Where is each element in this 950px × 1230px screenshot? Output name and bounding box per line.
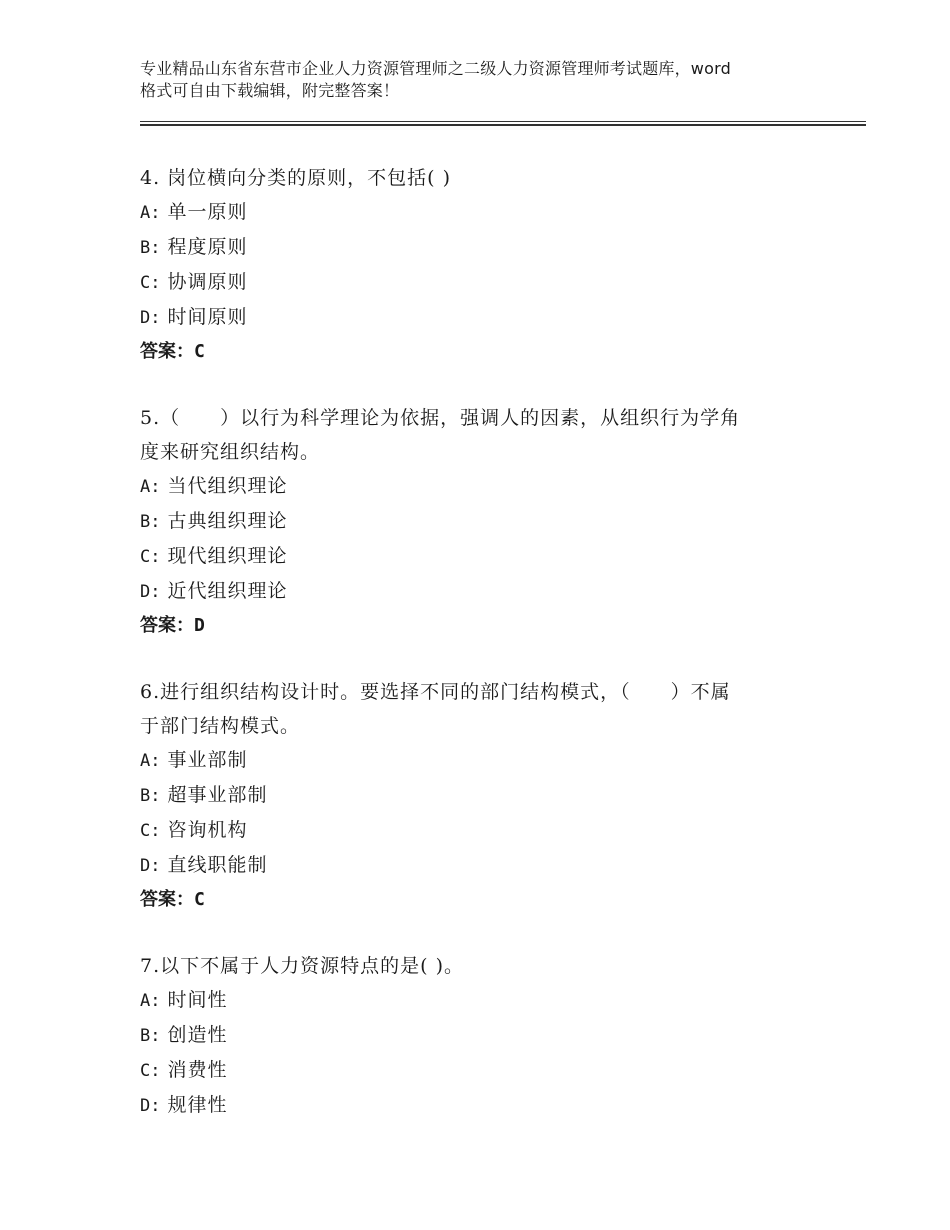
answer-value: D: [194, 615, 205, 636]
option-letter: B:: [140, 1026, 161, 1046]
option-text: 咨询机构: [167, 819, 248, 841]
option-letter: D:: [140, 856, 161, 876]
option-letter: C:: [140, 1061, 161, 1081]
option-letter: B:: [140, 238, 161, 258]
option-letter: A:: [140, 991, 161, 1011]
option-a: [140, 195, 820, 230]
divider-line-bottom: [140, 124, 866, 126]
header-title-line-2: 格式可自由下载编辑，附完整答案！: [140, 81, 400, 100]
option-letter: A:: [140, 477, 161, 497]
question-stem: [140, 401, 820, 469]
answer-label: 答案：: [140, 615, 194, 636]
option-c: [140, 265, 820, 300]
option-b: [140, 1018, 820, 1053]
option-text: 时间原则: [167, 306, 248, 328]
option-c: [140, 1053, 820, 1088]
question-list: [140, 161, 820, 1155]
option-text: 程度原则: [167, 236, 248, 258]
option-a: [140, 743, 820, 778]
option-d: [140, 300, 820, 335]
option-a: [140, 469, 820, 504]
question-stem-line: 5.（ ）以行为科学理论为依据，强调人的因素，从组织行为学角: [140, 407, 741, 429]
option-text: 协调原则: [167, 271, 248, 293]
question-stem: [140, 949, 820, 983]
option-b: [140, 230, 820, 265]
option-text: 近代组织理论: [167, 580, 288, 602]
answer-line: [140, 609, 820, 643]
header-title-line-1: 专业精品山东省东营市企业人力资源管理师之二级人力资源管理师考试题库，word: [140, 59, 731, 78]
question-stem-line: 7.以下不属于人力资源特点的是( )。: [140, 955, 464, 977]
option-a: [140, 983, 820, 1018]
question-stem-line: 度来研究组织结构。: [140, 441, 321, 463]
answer-label: 答案：: [140, 889, 194, 910]
option-b: [140, 504, 820, 539]
option-b: [140, 778, 820, 813]
option-text: 直线职能制: [167, 854, 268, 876]
answer-line: [140, 883, 820, 917]
option-letter: A:: [140, 203, 161, 223]
option-letter: D:: [140, 1096, 161, 1116]
question-6: [140, 675, 820, 917]
option-letter: C:: [140, 821, 161, 841]
option-letter: B:: [140, 786, 161, 806]
option-letter: C:: [140, 547, 161, 567]
option-text: 创造性: [167, 1024, 228, 1046]
question-stem-line: 6.进行组织结构设计时。要选择不同的部门结构模式，（ ）不属: [140, 681, 731, 703]
option-d: [140, 848, 820, 883]
option-c: [140, 813, 820, 848]
question-4: [140, 161, 820, 369]
option-text: 时间性: [167, 989, 228, 1011]
answer-value: C: [194, 341, 205, 362]
question-5: [140, 401, 820, 643]
question-stem: [140, 161, 820, 195]
question-stem-line: 4. 岗位横向分类的原则，不包括( ): [140, 167, 452, 189]
answer-value: C: [194, 889, 205, 910]
option-letter: C:: [140, 273, 161, 293]
option-text: 消费性: [167, 1059, 228, 1081]
document-header: [140, 58, 840, 102]
option-letter: B:: [140, 512, 161, 532]
option-text: 古典组织理论: [167, 510, 288, 532]
option-text: 超事业部制: [167, 784, 268, 806]
option-text: 规律性: [167, 1094, 228, 1116]
option-text: 单一原则: [167, 201, 248, 223]
divider-line-top: [140, 121, 866, 122]
option-text: 当代组织理论: [167, 475, 288, 497]
answer-line: [140, 335, 820, 369]
option-text: 现代组织理论: [167, 545, 288, 567]
question-stem-line: 于部门结构模式。: [140, 715, 301, 737]
option-letter: A:: [140, 751, 161, 771]
header-divider: [140, 121, 866, 127]
option-letter: D:: [140, 582, 161, 602]
option-d: [140, 574, 820, 609]
option-letter: D:: [140, 308, 161, 328]
question-stem: [140, 675, 820, 743]
answer-label: 答案：: [140, 341, 194, 362]
option-c: [140, 539, 820, 574]
option-d: [140, 1088, 820, 1123]
option-text: 事业部制: [167, 749, 248, 771]
question-7: [140, 949, 820, 1123]
